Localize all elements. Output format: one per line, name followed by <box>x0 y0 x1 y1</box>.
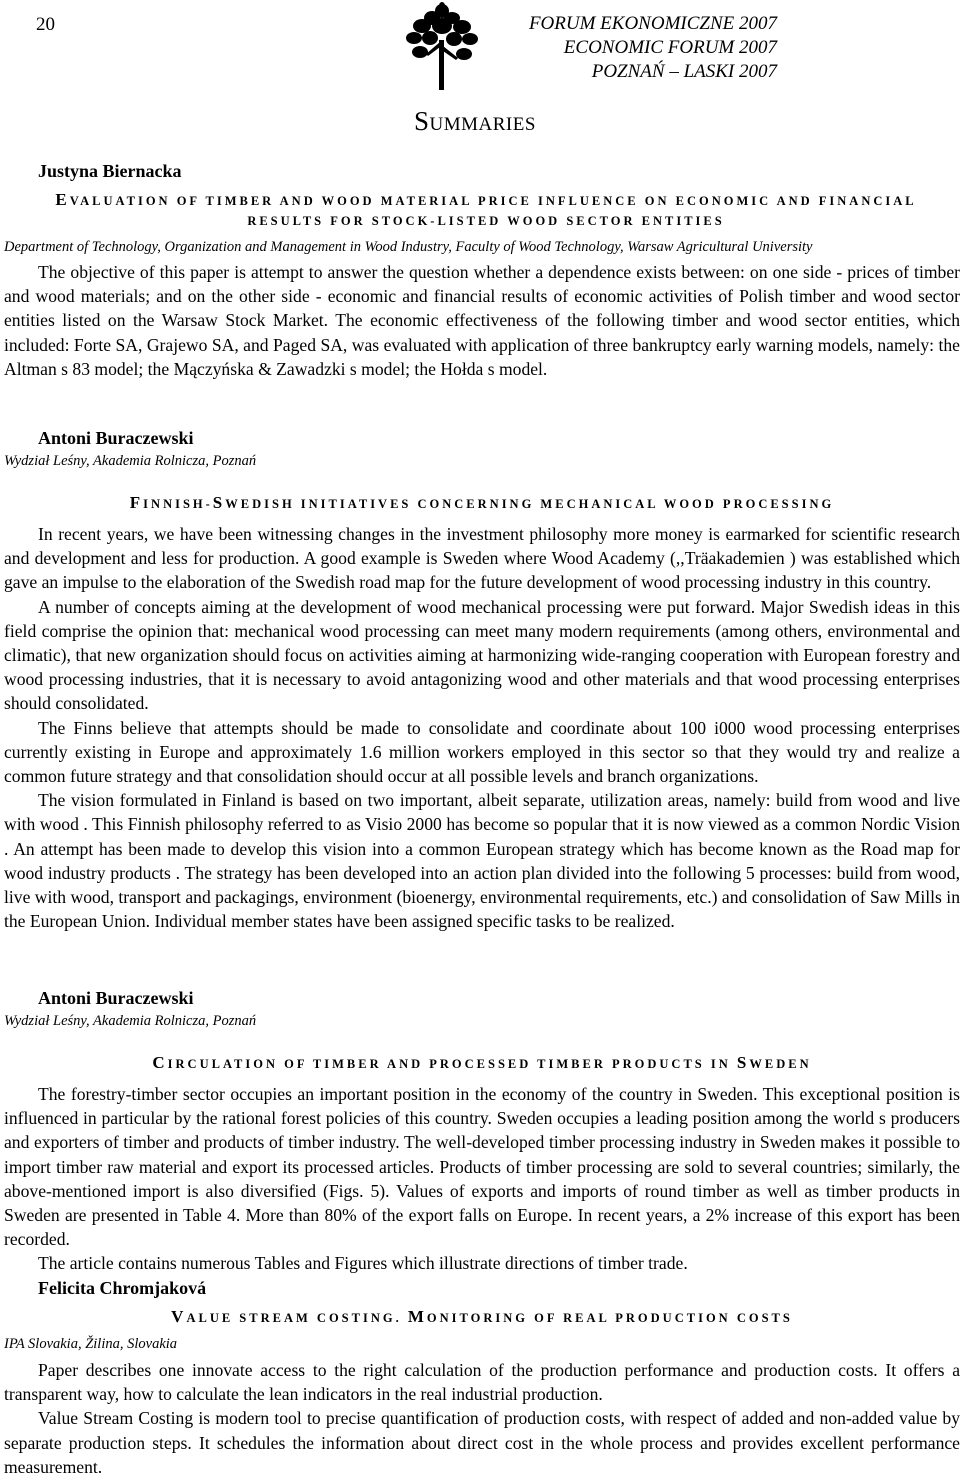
article-1 <box>4 160 960 381</box>
article-1-affiliation: Department of Technology, Organization and Management in Wood Industry, Faculty of Wood Technology, Warsaw Agricultural University <box>4 239 813 255</box>
conference-header <box>529 12 777 84</box>
article-1-author: Justyna Biernacka <box>38 161 182 181</box>
article-2-paragraph-2: A number of concepts aiming at the development of wood mechanical processing were put forward. Major Swedish ideas in this field comprise the opinion that: mechanical wood processing can meet many modern requirements (among others, environmental and climatic), that new organization should focus on activities aiming at harmonizing wide-ranging cooperation with European forestry and wood processing industries, that it is necessary to avoid antagonizing wood and other materials and that wood processing enterprises should consolidated. <box>4 596 960 714</box>
article-4 <box>4 1277 960 1479</box>
article-4-title: VALUE STREAM COSTING. MONITORING OF REAL PRODUCTION COSTS <box>171 1307 793 1326</box>
article-4-paragraph-1: Paper describes one innovate access to the right calculation of the production performance and production costs. It offers a transparent way, how to calculate the lean indicators in the real industrial production. <box>4 1360 960 1405</box>
article-1-paragraph-1: The objective of this paper is attempt to answer the question whether a dependence exists between: on one side - prices of timber and wood materials; and on the other side - economic and financial results of economic activities of Polish timber and wood sector entities listed on the Warsaw Stock Market. The economic effectiveness of the following timber and wood sector entities, which included: Forte SA, Grajewo SA, and Paged SA, was evaluated with application of three bankruptcy early warning models, namely: the Altman s 83 model; the Mączyńska & Zawadzki s model; the Hołda s model. <box>4 262 960 379</box>
article-2 <box>4 427 960 933</box>
article-4-affiliation: IPA Slovakia, Žilina, Slovakia <box>4 1336 178 1352</box>
article-3-title: CIRCULATION OF TIMBER AND PROCESSED TIMBER PRODUCTS IN SWEDEN <box>152 1053 812 1072</box>
tree-logo <box>402 2 482 92</box>
article-3-paragraph-2: The article contains numerous Tables and Figures which illustrate directions of timber trade. <box>38 1253 688 1274</box>
article-4-author: Felicita Chromjaková <box>38 1278 207 1298</box>
article-2-paragraph-3: The Finns believe that attempts should be made to consolidate and coordinate about 100 i000 wood processing enterprises currently existing in Europe and approximately 1.6 million workers employed in this sector so that they would try and realize a common future strategy and that consolidation should occur at all possible levels and branch organizations. <box>4 717 960 787</box>
article-3 <box>4 987 960 1276</box>
conference-line-1: FORUM EKONOMICZNE 2007 <box>528 13 777 34</box>
article-2-affiliation: Wydział Leśny, Akademia Rolnicza, Poznań <box>4 453 257 469</box>
article-4-paragraph-2: Value Stream Costing is modern tool to precise quantification of production costs, with respect of added and non-added value by separate production steps. It schedules the information about direct cost in the whole process and provides excellent performance measurement. <box>4 1408 960 1477</box>
article-2-author: Antoni Buraczewski <box>38 428 194 448</box>
conference-line-2: ECONOMIC FORUM 2007 <box>563 37 777 58</box>
article-3-paragraph-1: The forestry-timber sector occupies an important position in the economy of the country in Sweden. This exceptional position is influenced in particular by the rational forest policies of this country. Sweden occupies a leading position among the world s producers and exporters of timber and products of timber industry. The well-developed timber processing industry in Sweden makes it possible to import timber raw material and export its processed articles. Products of timber processing are sold to several countries; similarly, the above-mentioned import is also diversified (Figs. 5). Values of exports and imports of round timber as well as timber products in Sweden are presented in Table 4. More than 80% of the export falls on Europe. In recent years, a 2% increase of this export has been recorded. <box>4 1084 960 1250</box>
article-1-title: EVALUATION OF TIMBER AND WOOD MATERIAL PRICE INFLUENCE ON ECONOMIC AND FINANCIAL RESULTS FOR STOCK-LISTED WOOD SECTOR ENTITIES <box>55 190 917 228</box>
article-2-paragraph-1: In recent years, we have been witnessing changes in the investment philosophy more money is earmarked for scientific research and development and less for production. A good example is Sweden where Wood Academy (,,Träakademien ) was established which gave an impulse to the elaboration of the Swedish road map for the future development of wood processing industry in this country. <box>4 524 960 593</box>
conference-line-3: POZNAŃ – LASKI 2007 <box>591 61 777 82</box>
article-2-paragraph-4: The vision formulated in Finland is based on two important, albeit separate, utilization areas, namely: build from wood and live with wood . This Finnish philosophy referred to as Visio 2000 has become so popular that it is now viewed as a common Nordic Vision . An attempt has been made to develop this vision into a common European strategy which has become known as the Road map for wood industry products . The strategy has been developed into an action plan divided into the following 5 processes: build from wood, live with wood, transport and packagings, environment (bioenergy, environmental requirements, etc.) and consolidation of Saw Mills in the European Union. Individual member states have been assigned specific tasks to be realized. <box>4 790 960 932</box>
article-3-affiliation: Wydział Leśny, Akademia Rolnicza, Poznań <box>4 1013 257 1029</box>
article-3-author: Antoni Buraczewski <box>38 988 194 1008</box>
page-number: 20 <box>36 14 55 35</box>
article-2-title: FINNISH-SWEDISH INITIATIVES CONCERNING MECHANICAL WOOD PROCESSING <box>129 493 835 512</box>
section-title: Summaries <box>414 106 536 136</box>
